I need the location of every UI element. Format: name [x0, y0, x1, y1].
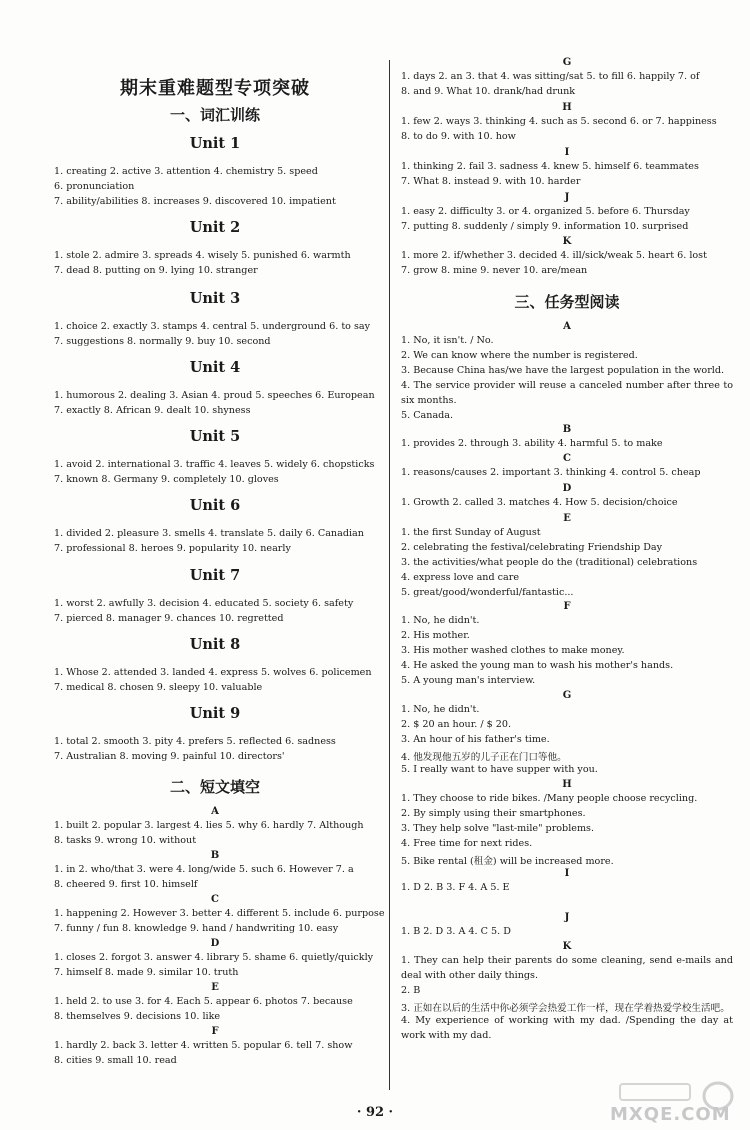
answer-line: 1. thinking 2. fail 3. sadness 4. knew 5. himself 6. teammates	[401, 161, 699, 172]
answer-line: 1. provides 2. through 3. ability 4. harmful 5. to make	[401, 438, 663, 449]
passage-letter: D	[210, 938, 220, 949]
answer-line: 5. A young man's interview.	[401, 675, 536, 686]
answer-line: 7. Australian 8. moving 9. painful 10. directors'	[54, 751, 285, 762]
unit-title: Unit 5	[189, 428, 241, 445]
answer-line: 3. An hour of his father's time.	[401, 734, 550, 745]
answer-line: 1. creating 2. active 3. attention 4. chemistry 5. speed	[54, 166, 318, 177]
unit-title: Unit 3	[189, 290, 241, 307]
unit-title: Unit 2	[189, 219, 241, 236]
answer-line: 4. My experience of working with my dad. /Spending the day at work with my dad.	[401, 1015, 733, 1041]
answer-line: 7. medical 8. chosen 9. sleepy 10. valuable	[54, 682, 263, 693]
answer-line: 7. suggestions 8. normally 9. buy 10. second	[54, 336, 271, 347]
passage-letter: I	[564, 147, 570, 158]
answer-line: 7. putting 8. suddenly / simply 9. information 10. surprised	[401, 221, 689, 232]
answer-line: 1. humorous 2. dealing 3. Asian 4. proud 5. speeches 6. European	[54, 390, 375, 401]
passage-letter: A	[211, 806, 219, 817]
passage-letter: B	[562, 424, 572, 435]
answer-line: 7. grow 8. mine 9. never 10. are/mean	[401, 265, 588, 276]
answer-line: 1. days 2. an 3. that 4. was sitting/sat 5. to fill 6. happily 7. of	[401, 71, 700, 82]
answer-line: 2. His mother.	[401, 630, 470, 641]
answer-line: 4. express love and care	[401, 572, 520, 583]
answer-line: 7. exactly 8. African 9. dealt 10. shyness	[54, 405, 251, 416]
passage-letter: J	[564, 192, 570, 203]
answer-line: 8. cities 9. small 10. read	[54, 1055, 177, 1066]
page-title: 期末重难题型专项突破	[120, 78, 310, 99]
page-number: · 92 ·	[356, 1105, 394, 1120]
answer-line: 2. $ 20 an hour. / $ 20.	[401, 719, 512, 730]
unit-title: Unit 8	[189, 636, 241, 653]
answer-line: 5. Bike rental (租金) will be increased more.	[401, 856, 614, 867]
answer-line: 1. total 2. smooth 3. pity 4. prefers 5. reflected 6. sadness	[54, 736, 336, 747]
passage-letter: I	[564, 868, 570, 879]
answer-line: 1. No, it isn't. / No.	[401, 335, 494, 346]
answer-line: 1. They choose to ride bikes. /Many people choose recycling.	[401, 793, 698, 804]
answer-line: 5. great/good/wonderful/fantastic...	[401, 587, 574, 598]
answer-line: 1. B 2. D 3. A 4. C 5. D	[401, 926, 511, 937]
answer-line: 1. reasons/causes 2. important 3. thinking 4. control 5. cheap	[401, 467, 701, 478]
passage-letter: G	[562, 690, 572, 701]
answer-line: 3. They help solve "last-mile" problems.	[401, 823, 595, 834]
passage-letter: K	[562, 236, 572, 247]
answer-line: 1. hardly 2. back 3. letter 4. written 5. popular 6. tell 7. show	[54, 1040, 353, 1051]
passage-letter: B	[210, 850, 220, 861]
passage-letter: E	[563, 513, 571, 524]
unit-title: Unit 1	[189, 135, 241, 152]
answer-line: 7. What 8. instead 9. with 10. harder	[401, 176, 581, 187]
passage-letter: A	[563, 321, 571, 332]
passage-letter: C	[563, 453, 571, 464]
answer-line: 1. No, he didn't.	[401, 615, 480, 626]
answer-line: 8. themselves 9. decisions 10. like	[54, 1011, 221, 1022]
passage-letter: F	[211, 1026, 219, 1037]
section-title-vocab: 一、词汇训练	[169, 106, 260, 124]
answer-line: 4. He asked the young man to wash his mother's hands.	[401, 660, 674, 671]
answer-line: 2. celebrating the festival/celebrating Friendship Day	[401, 542, 663, 553]
answer-line: 8. tasks 9. wrong 10. without	[54, 835, 197, 846]
section-title-cloze: 二、短文填空	[169, 778, 260, 796]
answer-line: 1. divided 2. pleasure 3. smells 4. translate 5. daily 6. Canadian	[54, 528, 364, 539]
passage-letter: D	[562, 483, 572, 494]
answer-line: 3. 正如在以后的生活中你必须学会热爱工作一样，现在学着热爱学校生活吧。	[401, 1003, 730, 1014]
answer-line: 3. His mother washed clothes to make money.	[401, 645, 625, 656]
answer-line: 1. stole 2. admire 3. spreads 4. wisely 5. punished 6. warmth	[54, 250, 351, 261]
unit-title: Unit 7	[189, 567, 241, 584]
answer-line: 7. funny / fun 8. knowledge 9. hand / handwriting 10. easy	[54, 923, 339, 934]
answer-line: 5. Canada.	[401, 410, 454, 421]
answer-line: 1. the first Sunday of August	[401, 527, 541, 538]
answer-line: 1. built 2. popular 3. largest 4. lies 5. why 6. hardly 7. Although	[54, 820, 364, 831]
answer-line: 8. and 9. What 10. drank/had drunk	[401, 86, 576, 97]
unit-title: Unit 4	[189, 359, 241, 376]
passage-letter: K	[562, 941, 572, 952]
answer-line: 1. in 2. who/that 3. were 4. long/wide 5. such 6. However 7. a	[54, 864, 354, 875]
answer-line: 8. cheered 9. first 10. himself	[54, 879, 198, 890]
answer-line: 1. happening 2. However 3. better 4. different 5. include 6. purpose	[54, 908, 385, 919]
answer-line: 1. closes 2. forgot 3. answer 4. library 5. shame 6. quietly/quickly	[54, 952, 374, 963]
answer-line: 1. No, he didn't.	[401, 704, 480, 715]
section-title-reading: 三、任务型阅读	[514, 293, 620, 311]
answer-line: 7. himself 8. made 9. similar 10. truth	[54, 967, 239, 978]
answer-line: 6. pronunciation	[54, 181, 135, 192]
answer-line: 3. the activities/what people do the (traditional) celebrations	[401, 557, 698, 568]
answer-line: 1. choice 2. exactly 3. stamps 4. central 5. underground 6. to say	[54, 321, 371, 332]
passage-letter: J	[564, 912, 570, 923]
column-divider	[389, 60, 390, 1090]
answer-line: 1. They can help their parents do some cleaning, send e-mails and deal with other daily things.	[401, 955, 733, 981]
answer-line: 4. The service provider will reuse a canceled number after three to six months.	[401, 380, 733, 406]
answer-line: 8. to do 9. with 10. how	[401, 131, 516, 142]
answer-line: 7. pierced 8. manager 9. chances 10. regretted	[54, 613, 284, 624]
answer-line: 7. professional 8. heroes 9. popularity 10. nearly	[54, 543, 291, 554]
answer-line: 1. Whose 2. attended 3. landed 4. express 5. wolves 6. policemen	[54, 667, 372, 678]
watermark-text: MXQE.COM	[610, 1104, 731, 1125]
answer-line: 7. ability/abilities 8. increases 9. discovered 10. impatient	[54, 196, 336, 207]
answer-line: 7. dead 8. putting on 9. lying 10. stranger	[54, 265, 258, 276]
answer-line: 1. Growth 2. called 3. matches 4. How 5. decision/choice	[401, 497, 678, 508]
passage-letter: E	[211, 982, 219, 993]
passage-letter: G	[562, 57, 572, 68]
answer-line: 1. worst 2. awfully 3. decision 4. educated 5. society 6. safety	[54, 598, 354, 609]
answer-line: 7. known 8. Germany 9. completely 10. gloves	[54, 474, 279, 485]
unit-title: Unit 6	[189, 497, 241, 514]
passage-letter: H	[562, 779, 572, 790]
answer-line: 1. D 2. B 3. F 4. A 5. E	[401, 882, 510, 893]
answer-line: 2. We can know where the number is registered.	[401, 350, 638, 361]
passage-letter: F	[563, 601, 571, 612]
answer-line: 4. Free time for next rides.	[401, 838, 533, 849]
answer-line: 4. 他发现他五岁的儿子正在门口等他。	[401, 752, 567, 763]
answer-line: 1. avoid 2. international 3. traffic 4. leaves 5. widely 6. chopsticks	[54, 459, 375, 470]
passage-letter: H	[562, 102, 572, 113]
answer-line: 1. more 2. if/whether 3. decided 4. ill/sick/weak 5. heart 6. lost	[401, 250, 707, 261]
answer-line: 5. I really want to have supper with you.	[401, 764, 598, 775]
answer-line: 2. By simply using their smartphones.	[401, 808, 586, 819]
unit-title: Unit 9	[189, 705, 241, 722]
passage-letter: C	[211, 894, 219, 905]
answer-line: 1. few 2. ways 3. thinking 4. such as 5. second 6. or 7. happiness	[401, 116, 717, 127]
answer-line: 1. held 2. to use 3. for 4. Each 5. appear 6. photos 7. because	[54, 996, 353, 1007]
answer-line: 2. B	[401, 985, 421, 996]
answer-line: 3. Because China has/we have the largest population in the world.	[401, 365, 725, 376]
answer-line: 1. easy 2. difficulty 3. or 4. organized 5. before 6. Thursday	[401, 206, 690, 217]
